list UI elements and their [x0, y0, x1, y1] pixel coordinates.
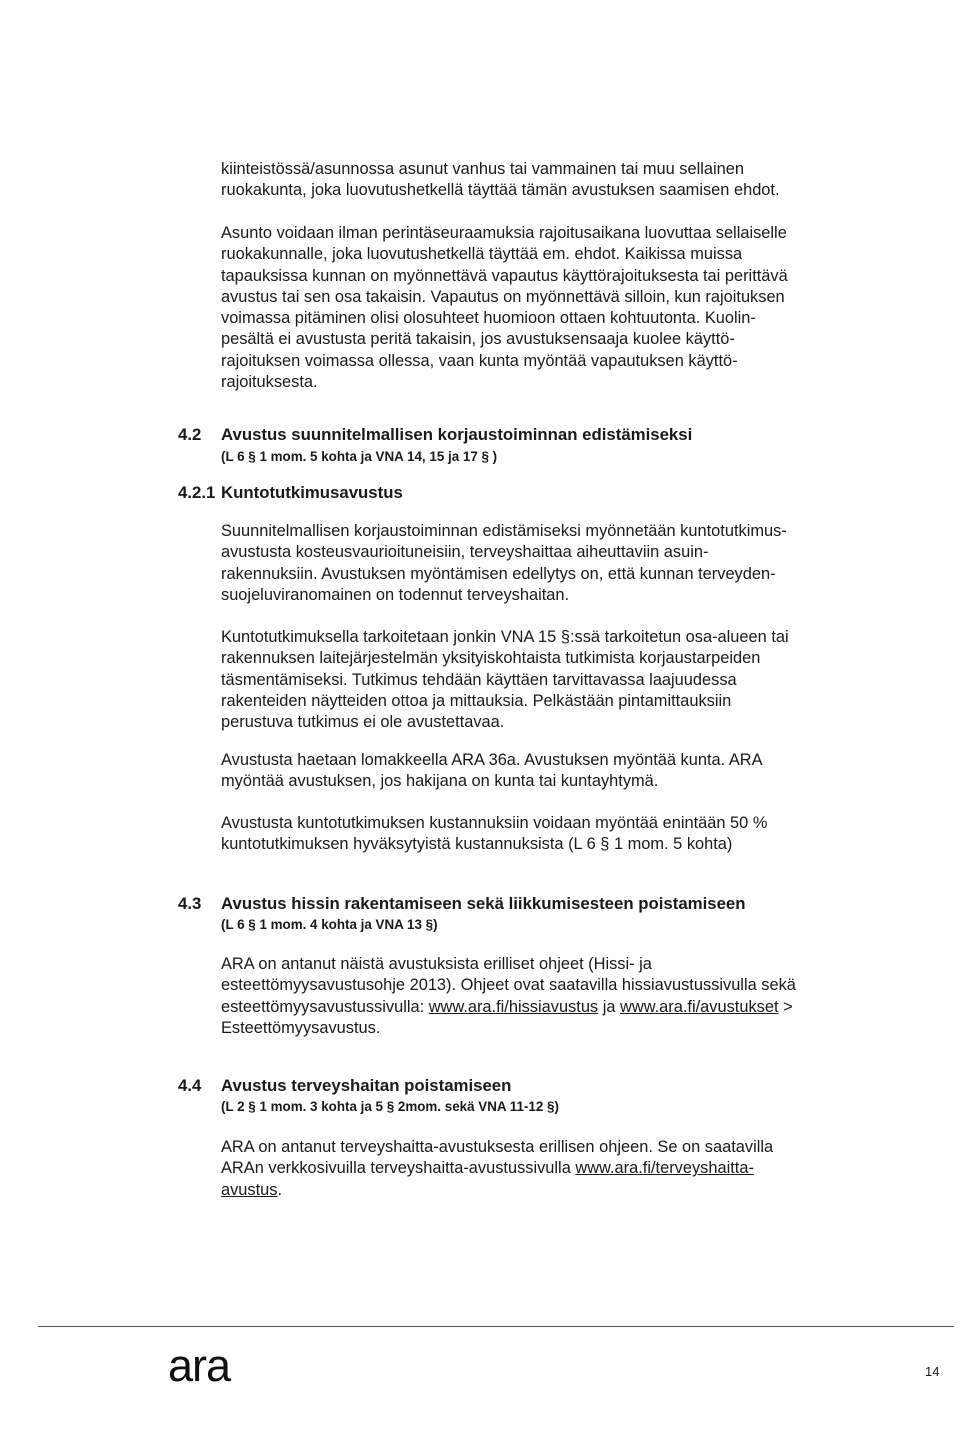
section-4-3-title: Avustus hissin rakentamiseen sekä liikkumisesteen poistamiseen [221, 894, 746, 913]
section-4-2-reference: (L 6 § 1 mom. 5 kohta ja VNA 14, 15 ja 17 § ) [221, 449, 498, 464]
paragraph-8: ARA on antanut terveyshaitta-avustuksesta erillisen ohjeen. Se on saatavilla ARAn verkkosivuilla terveyshaitta-avustussivulla www.ara.fi/terveyshaitta- avustus. [221, 1138, 774, 1199]
paragraph-5: Avustusta haetaan lomakkeella ARA 36a. Avustuksen myöntää kunta. ARA myöntää avustuksen, jos hakijana on kunta tai kuntayhtymä. [221, 751, 763, 791]
paragraph-2: Asunto voidaan ilman perintäseuraamuksia rajoitusaikana luovuttaa sellaiselle ruokakunnalle, joka luovutushetkellä täyttää em. ehdot. Kaikissa muissa tapauksissa kunnan on myönnettävä vapautus käyttörajoituksesta tai perittävä avustus tai sen osa takaisin. Vapautus on myönnettävä silloin, kun rajoituksen voimassa pitäminen olisi olosuhteet huomioon ottaen kohtuutonta. Kuolin- pesältä ei avustusta peritä takaisin, jos avustuksensaaja kuolee käyttö- rajoituksen voimassa ollessa, vaan kunta myöntää vapautuksen käyttö- rajoituksesta. [221, 224, 788, 392]
paragraph-7: ARA on antanut näistä avustuksista erilliset ohjeet (Hissi- ja esteettömyysavustusohje 2013). Ohjeet ovat saatavilla hissiavustussivulla sekä esteettömyysavustussivulla: www.ara.fi/hissiavustus ja www.ara.fi/avustukset > Esteettömyysavustus. [221, 955, 796, 1037]
terveyshaitta-link-continued[interactable]: avustus [221, 1180, 278, 1199]
section-4-2-number: 4.2 [178, 425, 202, 444]
section-4-3-reference: (L 6 § 1 mom. 4 kohta ja VNA 13 §) [221, 917, 438, 932]
section-4-4-number: 4.4 [178, 1076, 202, 1095]
avustukset-link[interactable]: www.ara.fi/avustukset [620, 997, 779, 1016]
page-number: 14 [925, 1364, 940, 1379]
terveyshaitta-link[interactable]: www.ara.fi/terveyshaitta- [575, 1159, 754, 1178]
paragraph-4: Kuntotutkimuksella tarkoitetaan jonkin VNA 15 §:ssä tarkoitetun osa-alueen tai rakennuksen laitejärjestelmän yksityiskohtaista tutkimista korjaustarpeiden täsmentämiseksi. Tutkimus tehdään käyttäen tarvittavassa laajuudessa rakenteiden näytteiden ottoa ja mittauksia. Pelkästään pintamittauksiin perustuva tutkimus ei ole avustettavaa. [221, 628, 789, 732]
section-4-2-1-title: Kuntotutkimusavustus [221, 483, 403, 502]
ara-logo: ara [168, 1340, 231, 1391]
section-4-4-title: Avustus terveyshaitan poistamiseen [221, 1076, 512, 1095]
paragraph-1: kiinteistössä/asunnossa asunut vanhus tai vammainen tai muu sellainen ruokakunta, joka luovutushetkellä täyttää tämän avustuksen saamisen ehdot. [221, 160, 780, 200]
section-4-2-1-number: 4.2.1 [178, 483, 216, 502]
paragraph-3: Suunnitelmallisen korjaustoiminnan edistämiseksi myönnetään kuntotutkimus- avustusta kosteusvaurioituneisiin, terveyshaittaa aiheuttaviin asuin- rakennuksiin. Avustuksen myöntämisen edellytys on, että kunnan terveyden- suojeluviranomainen on todennut terveyshaitan. [221, 522, 787, 604]
section-4-3-number: 4.3 [178, 894, 202, 913]
section-4-4-reference: (L 2 § 1 mom. 3 kohta ja 5 § 2mom. sekä VNA 11-12 §) [221, 1099, 559, 1114]
footer-divider [38, 1326, 954, 1327]
paragraph-6: Avustusta kuntotutkimuksen kustannuksiin voidaan myöntää enintään 50 % kuntotutkimuksen hyväksytyistä kustannuksista (L 6 § 1 mom. 5 kohta) [221, 814, 768, 854]
section-4-2-title: Avustus suunnitelmallisen korjaustoiminnan edistämiseksi [221, 425, 693, 444]
hissiavustus-link[interactable]: www.ara.fi/hissiavustus [428, 997, 599, 1016]
